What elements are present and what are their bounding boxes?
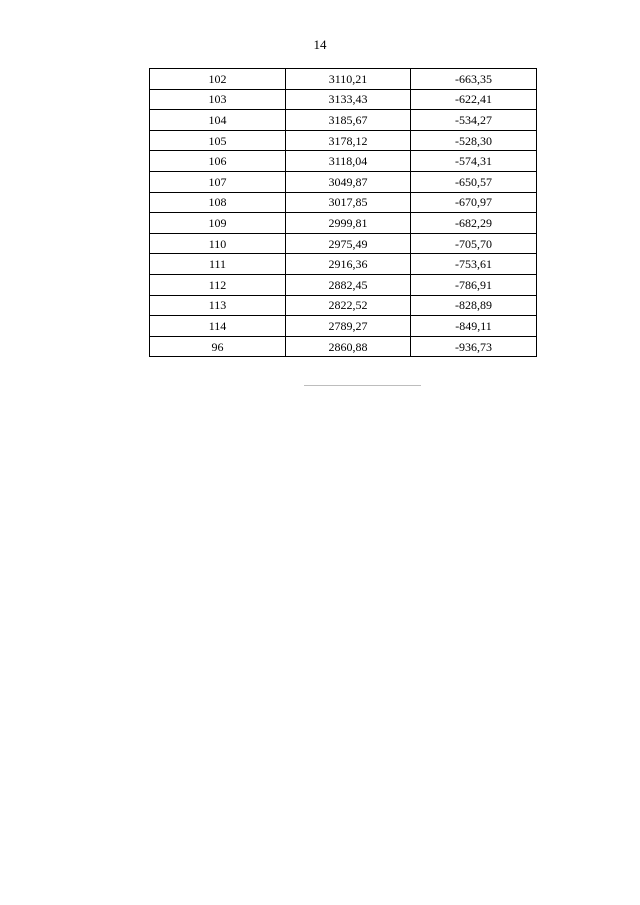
x-coordinate-cell: 3133,43 [286,89,411,110]
x-coordinate-cell: 2999,81 [286,213,411,234]
x-coordinate-cell: 3110,21 [286,69,411,90]
x-coordinate-cell: 3118,04 [286,151,411,172]
y-coordinate-cell: -753,61 [411,254,537,275]
coordinates-table [149,68,537,357]
point-number-cell: 96 [150,336,286,357]
x-coordinate-cell: 3049,87 [286,171,411,192]
y-coordinate-cell: -849,11 [411,316,537,337]
point-number-cell: 110 [150,233,286,254]
table-row [150,274,537,295]
table-row [150,89,537,110]
table-row [150,336,537,357]
x-coordinate-cell: 2789,27 [286,316,411,337]
table-row [150,110,537,131]
point-number-cell: 103 [150,89,286,110]
x-coordinate-cell: 2882,45 [286,274,411,295]
y-coordinate-cell: -670,97 [411,192,537,213]
point-number-cell: 111 [150,254,286,275]
point-number-cell: 109 [150,213,286,234]
point-number-cell: 114 [150,316,286,337]
x-coordinate-cell: 2822,52 [286,295,411,316]
y-coordinate-cell: -663,35 [411,69,537,90]
point-number-cell: 112 [150,274,286,295]
table-row [150,171,537,192]
point-number-cell: 105 [150,130,286,151]
y-coordinate-cell: -682,29 [411,213,537,234]
y-coordinate-cell: -534,27 [411,110,537,131]
table-row [150,213,537,234]
x-coordinate-cell: 3178,12 [286,130,411,151]
y-coordinate-cell: -574,31 [411,151,537,172]
table-row [150,254,537,275]
y-coordinate-cell: -936,73 [411,336,537,357]
y-coordinate-cell: -828,89 [411,295,537,316]
table-row [150,192,537,213]
x-coordinate-cell: 2916,36 [286,254,411,275]
end-divider [304,385,421,386]
point-number-cell: 106 [150,151,286,172]
table-row [150,151,537,172]
table-row [150,130,537,151]
y-coordinate-cell: -786,91 [411,274,537,295]
table-row [150,316,537,337]
point-number-cell: 113 [150,295,286,316]
y-coordinate-cell: -528,30 [411,130,537,151]
x-coordinate-cell: 3017,85 [286,192,411,213]
point-number-cell: 108 [150,192,286,213]
table-row [150,233,537,254]
y-coordinate-cell: -622,41 [411,89,537,110]
x-coordinate-cell: 2860,88 [286,336,411,357]
page-number: 14 [313,37,327,52]
y-coordinate-cell: -705,70 [411,233,537,254]
point-number-cell: 107 [150,171,286,192]
point-number-cell: 104 [150,110,286,131]
table-row [150,295,537,316]
table-row [150,69,537,90]
point-number-cell: 102 [150,69,286,90]
x-coordinate-cell: 3185,67 [286,110,411,131]
y-coordinate-cell: -650,57 [411,171,537,192]
x-coordinate-cell: 2975,49 [286,233,411,254]
